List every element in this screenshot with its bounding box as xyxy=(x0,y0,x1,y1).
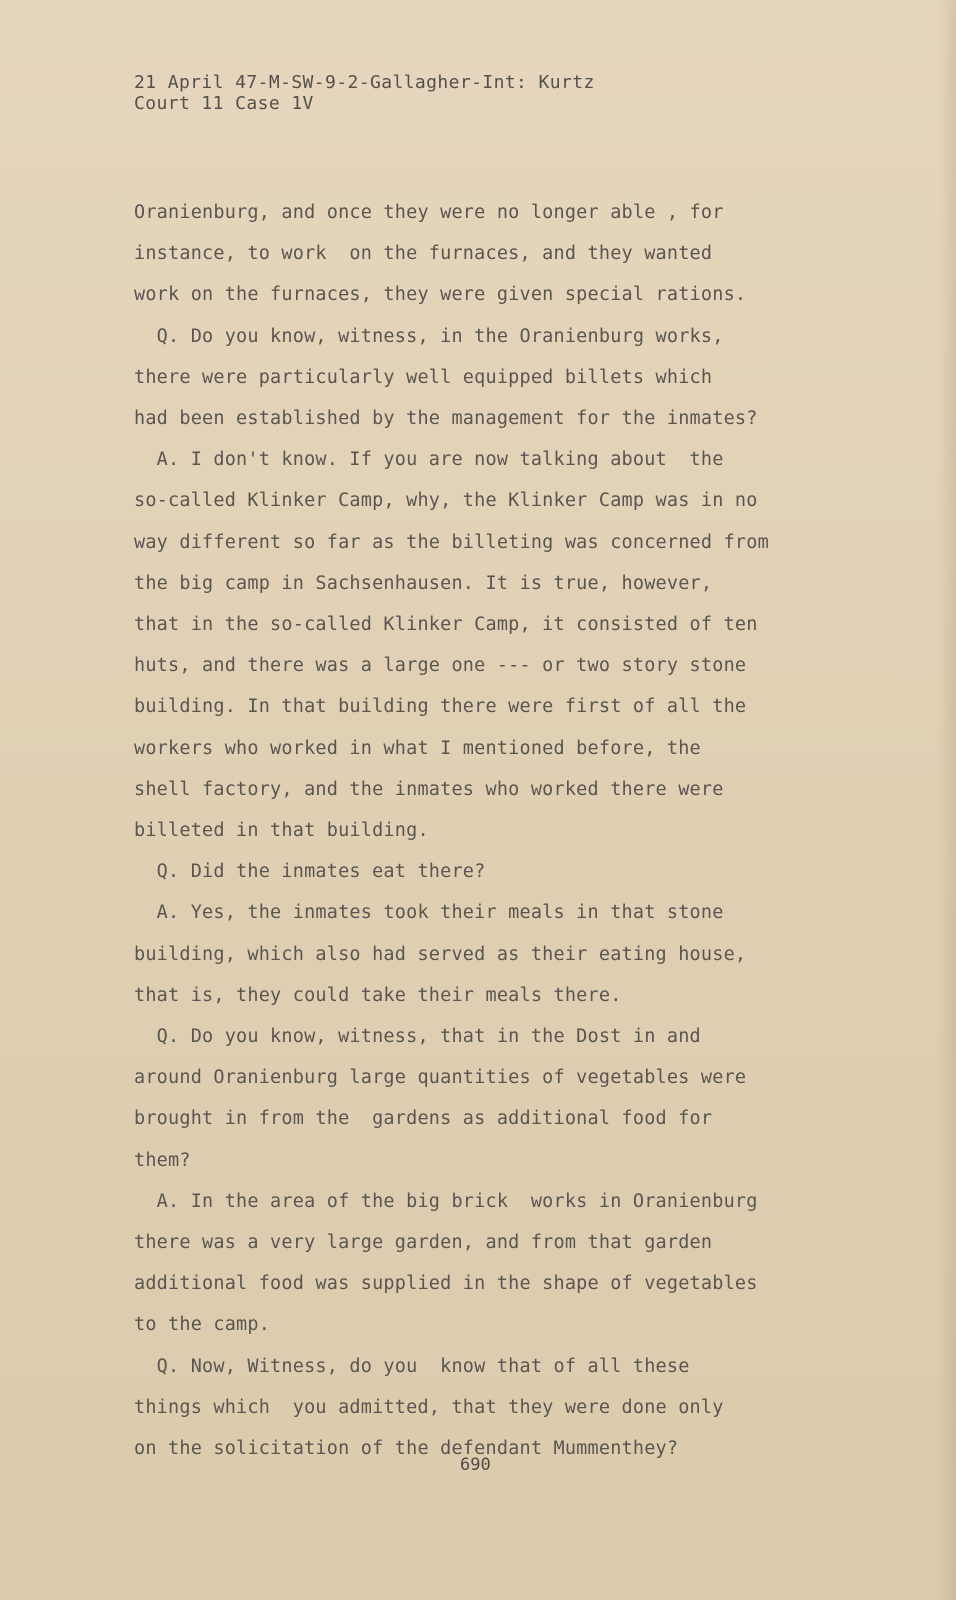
header-court-line: Court 11 Case 1V xyxy=(134,93,314,114)
transcript-line: way different so far as the billeting was concerned from xyxy=(134,531,769,553)
transcript-line: things which you admitted, that they were done only xyxy=(134,1396,724,1418)
document-header xyxy=(134,72,595,114)
transcript-line: A. I don't know. If you are now talking about the xyxy=(134,449,724,471)
transcript-body xyxy=(134,192,834,1469)
transcript-line: there were particularly well equipped billets which xyxy=(134,366,713,388)
transcript-line: Oranienburg, and once they were no longer able , for xyxy=(134,202,724,223)
transcript-line: so-called Klinker Camp, why, the Klinker Camp was in no xyxy=(134,490,758,512)
transcript-line: Q. Do you know, witness, in the Oranienburg works, xyxy=(134,325,724,347)
transcript-line: shell factory, and the inmates who worked there were xyxy=(134,778,724,800)
transcript-line: on the solicitation of the defendant Mummenthey? xyxy=(134,1438,679,1460)
transcript-line: that in the so-called Klinker Camp, it consisted of ten xyxy=(134,614,758,636)
transcript-line: that is, they could take their meals there. xyxy=(134,984,622,1006)
page-edge-shadow xyxy=(938,0,956,1600)
transcript-line: additional food was supplied in the shape of vegetables xyxy=(134,1273,758,1295)
transcript-line: huts, and there was a large one --- or two story stone xyxy=(134,655,747,677)
transcript-line: Q. Did the inmates eat there? xyxy=(134,861,486,883)
header-reference-line: 21 April 47-M-SW-9-2-Gallagher-Int: Kurtz xyxy=(134,72,595,93)
page-number: 690 xyxy=(460,1455,491,1475)
transcript-line: Q. Now, Witness, do you know that of all these xyxy=(134,1355,690,1377)
transcript-line: workers who worked in what I mentioned before, the xyxy=(134,737,701,759)
transcript-line: A. Yes, the inmates took their meals in that stone xyxy=(134,902,724,924)
transcript-line: instance, to work on the furnaces, and they wanted xyxy=(134,243,713,265)
transcript-line: the big camp in Sachsenhausen. It is true, however, xyxy=(134,572,713,594)
transcript-line: Q. Do you know, witness, that in the Dost in and xyxy=(134,1026,701,1048)
transcript-line: A. In the area of the big brick works in Oranienburg xyxy=(134,1190,758,1212)
transcript-line: had been established by the management for the inmates? xyxy=(134,408,758,430)
transcript-line: there was a very large garden, and from that garden xyxy=(134,1232,713,1254)
transcript-line: building. In that building there were first of all the xyxy=(134,696,747,718)
transcript-line: them? xyxy=(134,1149,191,1171)
transcript-line: billeted in that building. xyxy=(134,820,429,842)
transcript-line: to the camp. xyxy=(134,1314,271,1336)
transcript-line: building, which also had served as their eating house, xyxy=(134,943,747,965)
transcript-line: work on the furnaces, they were given special rations. xyxy=(134,284,747,306)
transcript-line: around Oranienburg large quantities of vegetables were xyxy=(134,1067,747,1089)
transcript-line: brought in from the gardens as additional food for xyxy=(134,1108,713,1130)
